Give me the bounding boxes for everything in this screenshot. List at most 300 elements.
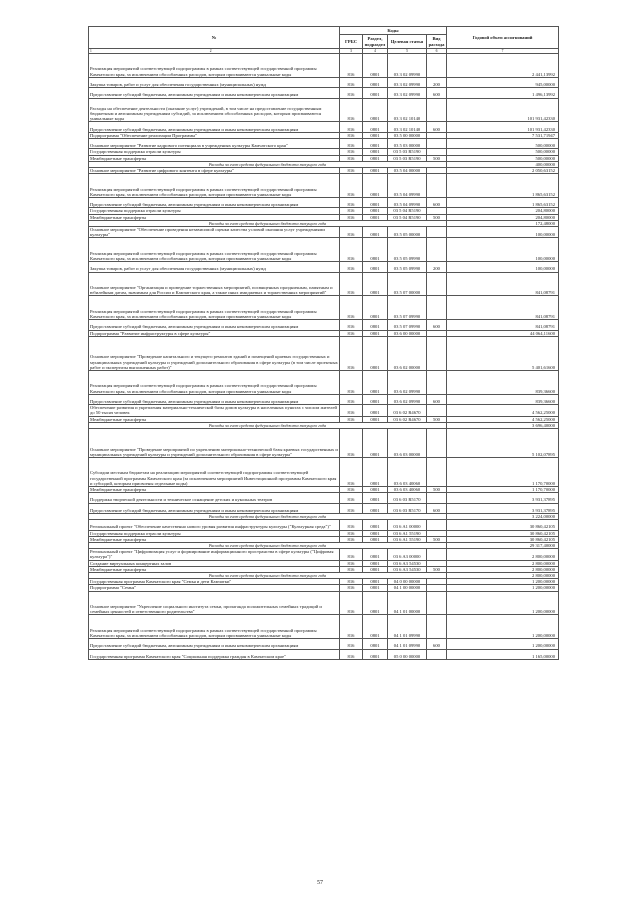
row-expense-type: 600: [427, 88, 447, 98]
row-amount: 204,80000: [447, 208, 559, 214]
row-target-article: 03 6 A3 54530: [388, 566, 427, 572]
row-target-article: 03 5 03 R5190: [388, 155, 427, 161]
table-row: [89, 238, 559, 262]
table-row: [89, 226, 559, 237]
table-row: [89, 649, 559, 659]
row-description: Основное мероприятие "Организация и проведение торжественных мероприятий, посвященных праздничным, памятным и юбилейным датам, значимым для России и Камчатского края, а также иных имиджевых и торжественных мероприятий": [89, 272, 340, 296]
row-target-article: 03 5 05 09990: [388, 262, 427, 272]
row-razdel: 0801: [363, 296, 388, 320]
row-description: Реализация мероприятий соответствующей подпрограммы в рамках соответствующей государственной программы Камчатского края, за исключением обособленных расходов, которым присваиваются уникальные коды: [89, 370, 340, 394]
table-row: [89, 394, 559, 404]
row-amount: 841,08791: [447, 272, 559, 296]
row-razdel: 0801: [363, 536, 388, 542]
table-row: [89, 272, 559, 296]
row-razdel: 0801: [363, 428, 388, 457]
row-amount: 839,36600: [447, 394, 559, 404]
row-razdel: 0801: [363, 214, 388, 220]
row-razdel: 0801: [363, 615, 388, 639]
row-description: Подпрограмма "Развитие инфраструктуры в сфере культуры": [89, 330, 340, 336]
row-razdel: 0801: [363, 155, 388, 161]
row-target-article: 04 1 01 09990: [388, 639, 427, 649]
row-target-article: 04 1 01 09990: [388, 615, 427, 639]
row-razdel: 0801: [363, 88, 388, 98]
row-amount: 100,00000: [447, 226, 559, 237]
budget-document: [88, 26, 558, 660]
row-description: Предоставление субсидий бюджетным, автономным учреждениям и иным некоммерческим организациям: [89, 639, 340, 649]
row-grbs: 816: [340, 330, 363, 336]
row-target-article: 03 6 02 00000: [388, 336, 427, 370]
row-grbs: 816: [340, 428, 363, 457]
funding-note-sum: 172,48000: [447, 220, 559, 226]
table-row: [89, 336, 559, 370]
row-razdel: 0801: [363, 579, 388, 585]
row-description: Основное мероприятие "Проведение капитального и текущего ремонтов зданий и помещений краевых государственных и муниципальных учреждений культуры и учреждений дополнительного образования в сфере культуры (в том числе проектных работ и экспертизы выполненных работ)": [89, 336, 340, 370]
table-row: [89, 639, 559, 649]
row-amount: 30 860,42105: [447, 530, 559, 536]
row-expense-type: 600: [427, 320, 447, 330]
row-target-article: 03 5 03 R5190: [388, 149, 427, 155]
row-expense-type: 600: [427, 394, 447, 404]
row-razdel: 0801: [363, 549, 388, 560]
row-razdel: 0801: [363, 560, 388, 566]
row-grbs: 816: [340, 536, 363, 542]
row-razdel: 0801: [363, 394, 388, 404]
row-target-article: 03 6 02 R4670: [388, 405, 427, 416]
header-vid: Вид расхода: [427, 35, 447, 49]
row-amount: 500,00000: [447, 155, 559, 161]
row-grbs: 816: [340, 549, 363, 560]
column-index-cell: 3: [340, 49, 363, 54]
row-expense-type: [427, 549, 447, 560]
row-grbs: 816: [340, 394, 363, 404]
row-expense-type: 200: [427, 77, 447, 87]
row-grbs: 816: [340, 98, 363, 122]
row-grbs: 816: [340, 138, 363, 148]
table-row: [89, 138, 559, 148]
row-razdel: 0801: [363, 416, 388, 422]
row-amount: 1 170,70000: [447, 486, 559, 492]
row-description: Государственная программа Камчатского края "Семья и дети Камчатки": [89, 579, 340, 585]
row-target-article: 04 1 00 00000: [388, 585, 427, 591]
row-grbs: 816: [340, 503, 363, 513]
row-description: Основное мероприятие "Обеспечение проведения независимой оценки качества условий оказания услуг учреждениями культуры": [89, 226, 340, 237]
row-expense-type: [427, 226, 447, 237]
row-grbs: 816: [340, 405, 363, 416]
table-row: [89, 549, 559, 560]
row-expense-type: 500: [427, 416, 447, 422]
row-razdel: 0801: [363, 493, 388, 503]
row-amount: 101 931,42330: [447, 122, 559, 132]
row-grbs: 816: [340, 615, 363, 639]
table-body: [89, 54, 559, 660]
row-description: Предоставление субсидий бюджетным, автономным учреждениям и иным некоммерческим организациям: [89, 88, 340, 98]
row-description: Субсидии местным бюджетам на реализацию мероприятий соответствующей подпрограммы соответствующей государственной программы Камчатского края (за исключением мероприятий Инвестиционной программы Камчатского края и субсидий, которым присвоены отдельные коды): [89, 457, 340, 486]
row-amount: 100,00000: [447, 238, 559, 262]
funding-note-sum: 29 317,40000: [447, 542, 559, 548]
row-grbs: 816: [340, 591, 363, 615]
row-razdel: 0801: [363, 226, 388, 237]
row-razdel: 0801: [363, 566, 388, 572]
row-razdel: 0801: [363, 585, 388, 591]
row-razdel: 0801: [363, 197, 388, 207]
row-grbs: 816: [340, 486, 363, 492]
row-grbs: 816: [340, 272, 363, 296]
funding-note-sum: 2 800,00000: [447, 572, 559, 578]
budget-table: [88, 26, 559, 660]
row-amount: 1 865,63152: [447, 197, 559, 207]
row-target-article: 03 6 03 00000: [388, 428, 427, 457]
row-target-article: 03 5 04 R5190: [388, 214, 427, 220]
row-description: Обеспечение развития и укрепления материально-технической базы домов культуры в населенных пунктах с числом жителей до 50 тысяч человек: [89, 405, 340, 416]
row-grbs: 816: [340, 226, 363, 237]
row-description: Реализация мероприятий соответствующей подпрограммы в рамках соответствующей государственной программы Камчатского края, за исключением обособленных расходов, которым присваиваются уникальные коды: [89, 296, 340, 320]
row-grbs: 816: [340, 370, 363, 394]
table-row: [89, 457, 559, 486]
row-description: Предоставление субсидий бюджетным, автономным учреждениям и иным некоммерческим организациям: [89, 197, 340, 207]
row-expense-type: [427, 174, 447, 198]
row-target-article: 04 0 00 00000: [388, 579, 427, 585]
row-razdel: 0801: [363, 520, 388, 530]
row-description: Подпрограмма "Обеспечение реализации Программы": [89, 132, 340, 138]
row-razdel: 0801: [363, 370, 388, 394]
row-grbs: 816: [340, 149, 363, 155]
column-index-cell: 6: [427, 49, 447, 54]
row-expense-type: [427, 98, 447, 122]
row-target-article: 03 6 A1 00000: [388, 520, 427, 530]
row-target-article: 03 5 03 00000: [388, 138, 427, 148]
row-amount: 2 441,13992: [447, 54, 559, 78]
funding-note-sum: 3 224,00000: [447, 513, 559, 519]
row-amount: 100,00000: [447, 262, 559, 272]
header-annual-total: Годовой объем ассигнований: [447, 27, 559, 49]
row-amount: 500,00000: [447, 149, 559, 155]
row-target-article: 03 3 02 09990: [388, 77, 427, 87]
funding-note-text: Расходы за счет средств федерального бюджета текущего года: [89, 542, 447, 548]
row-target-article: 03 5 07 09990: [388, 296, 427, 320]
row-amount: 30 860,42105: [447, 536, 559, 542]
table-row: [89, 615, 559, 639]
row-razdel: 0801: [363, 138, 388, 148]
row-description: Реализация мероприятий соответствующей подпрограммы в рамках соответствующей государственной программы Камчатского края, за исключением обособленных расходов, которым присваиваются уникальные коды: [89, 615, 340, 639]
row-description: Закупка товаров, работ и услуг для обеспечения государственных (муниципальных) нужд: [89, 77, 340, 87]
row-expense-type: [427, 272, 447, 296]
row-amount: 5 102,07895: [447, 428, 559, 457]
row-target-article: 03 6 A1 55190: [388, 536, 427, 542]
row-description: Межбюджетные трансферты: [89, 566, 340, 572]
row-expense-type: [427, 54, 447, 78]
row-razdel: 0801: [363, 405, 388, 416]
row-description: Предоставление субсидий бюджетным, автономным учреждениям и иным некоммерческим организациям: [89, 394, 340, 404]
row-grbs: 816: [340, 54, 363, 78]
row-grbs: 816: [340, 167, 363, 173]
row-description: Межбюджетные трансферты: [89, 155, 340, 161]
row-expense-type: 500: [427, 566, 447, 572]
row-razdel: 0801: [363, 262, 388, 272]
row-razdel: 0801: [363, 639, 388, 649]
row-amount: 839,36600: [447, 370, 559, 394]
column-index-cell: 7: [447, 49, 559, 54]
row-amount: 841,08791: [447, 296, 559, 320]
header-target: Целевая статья: [388, 35, 427, 49]
row-target-article: 03 5 00 00000: [388, 132, 427, 138]
row-amount: 2 050,63152: [447, 167, 559, 173]
row-expense-type: 500: [427, 155, 447, 161]
row-target-article: 03 6 02 09990: [388, 370, 427, 394]
row-amount: 1 170,70000: [447, 457, 559, 486]
row-grbs: 816: [340, 649, 363, 659]
row-grbs: 816: [340, 585, 363, 591]
row-amount: 4 562,25000: [447, 416, 559, 422]
table-row: [89, 88, 559, 98]
row-target-article: 03 5 05 00000: [388, 226, 427, 237]
row-razdel: 0801: [363, 649, 388, 659]
funding-note-text: Расходы за счет средств федерального бюджета текущего года: [89, 161, 447, 167]
row-target-article: 03 6 03 40060: [388, 457, 427, 486]
table-row: [89, 493, 559, 503]
row-razdel: 0801: [363, 122, 388, 132]
row-description: Реализация мероприятий соответствующей подпрограммы в рамках соответствующей государственной программы Камчатского края, за исключением обособленных расходов, которым присваиваются уникальные коды: [89, 174, 340, 198]
row-target-article: 03 6 A1 55190: [388, 530, 427, 536]
row-expense-type: [427, 138, 447, 148]
row-expense-type: [427, 296, 447, 320]
row-amount: 44 064,11600: [447, 330, 559, 336]
column-index-cell: 1: [90, 49, 92, 53]
table-row: [89, 296, 559, 320]
table-row: [89, 54, 559, 78]
row-grbs: 816: [340, 639, 363, 649]
row-grbs: 816: [340, 122, 363, 132]
table-row: [89, 77, 559, 87]
row-amount: 1 496,13992: [447, 88, 559, 98]
row-expense-type: [427, 336, 447, 370]
row-expense-type: [427, 649, 447, 659]
row-amount: 7 531,71947: [447, 132, 559, 138]
row-target-article: 03 5 04 R5190: [388, 208, 427, 214]
table-row: [89, 428, 559, 457]
row-grbs: 816: [340, 208, 363, 214]
header-codes: Коды: [340, 27, 447, 35]
funding-note-text: Расходы за счет средств федерального бюджета текущего года: [89, 513, 447, 519]
row-razdel: 0801: [363, 167, 388, 173]
row-razdel: 0801: [363, 330, 388, 336]
row-expense-type: [427, 405, 447, 416]
row-description: Региональный проект "Цифровизация услуг и формирование информационного пространства в сфере культуры ("Цифровая культура")": [89, 549, 340, 560]
row-target-article: 04 1 01 00000: [388, 591, 427, 615]
row-target-article: 03 3 02 10140: [388, 122, 427, 132]
table-row: [89, 98, 559, 122]
row-expense-type: 600: [427, 503, 447, 513]
row-amount: 945,00000: [447, 77, 559, 87]
row-target-article: 03 6 03 R5170: [388, 503, 427, 513]
row-expense-type: [427, 238, 447, 262]
row-razdel: 0801: [363, 77, 388, 87]
row-description: Предоставление субсидий бюджетным, автономным учреждениям и иным некоммерческим организациям: [89, 503, 340, 513]
row-razdel: 0801: [363, 336, 388, 370]
row-expense-type: [427, 591, 447, 615]
funding-note-sum: 3 696,40000: [447, 422, 559, 428]
row-amount: 2 800,00000: [447, 566, 559, 572]
row-amount: 1 200,00000: [447, 585, 559, 591]
row-grbs: 816: [340, 88, 363, 98]
row-grbs: 816: [340, 296, 363, 320]
table-row: [89, 174, 559, 198]
column-index-cell: 4: [363, 49, 388, 54]
funding-note-text: Расходы за счет средств федерального бюджета текущего года: [89, 572, 447, 578]
row-razdel: 0801: [363, 98, 388, 122]
row-description: Основное мероприятие "Укрепление социального института семьи, пропаганда положительных семейных традиций и семейных ценностей и ответственного родительства": [89, 591, 340, 615]
table-row: [89, 520, 559, 530]
table-row: [89, 405, 559, 416]
row-expense-type: [427, 615, 447, 639]
row-target-article: 03 5 04 09990: [388, 197, 427, 207]
row-expense-type: 600: [427, 639, 447, 649]
table-row: [89, 122, 559, 132]
table-row: [89, 503, 559, 513]
row-expense-type: [427, 428, 447, 457]
row-target-article: 03 6 03 R5170: [388, 493, 427, 503]
row-expense-type: 500: [427, 486, 447, 492]
column-index-cell: 2: [209, 49, 212, 53]
row-description: Межбюджетные трансферты: [89, 214, 340, 220]
row-expense-type: [427, 520, 447, 530]
row-description: Подпрограмма "Семья": [89, 585, 340, 591]
row-expense-type: 600: [427, 197, 447, 207]
row-amount: 3 931,37895: [447, 493, 559, 503]
row-amount: 4 562,25000: [447, 405, 559, 416]
row-target-article: 03 6 03 40060: [388, 486, 427, 492]
row-description: Расходы на обеспечение деятельности (оказание услуг) учреждений, в том числе на предоставление государственным бюджетным и автономным учреждениям субсидий, за исключением обособленных расходов, которым присваиваются уникальные коды: [89, 98, 340, 122]
row-grbs: 816: [340, 520, 363, 530]
row-amount: 204,80000: [447, 214, 559, 220]
row-description: Межбюджетные трансферты: [89, 416, 340, 422]
row-description: Реализация мероприятий соответствующей подпрограммы в рамках соответствующей государственной программы Камчатского края, за исключением обособленных расходов, которым присваиваются уникальные коды: [89, 54, 340, 78]
row-description: Государственная программа Камчатского края "Социальная поддержка граждан в Камчатском крае": [89, 649, 340, 659]
row-razdel: 0801: [363, 530, 388, 536]
row-description: Предоставление субсидий бюджетным, автономным учреждениям и иным некоммерческим организациям: [89, 320, 340, 330]
row-expense-type: 500: [427, 214, 447, 220]
row-razdel: 0801: [363, 174, 388, 198]
row-grbs: 816: [340, 530, 363, 536]
row-expense-type: [427, 457, 447, 486]
table-row: [89, 591, 559, 615]
row-target-article: 03 3 02 09990: [388, 88, 427, 98]
row-grbs: 816: [340, 320, 363, 330]
row-description: Региональный проект "Обеспечение качественно нового уровня развития инфраструктуры культуры ("Культурная среда")": [89, 520, 340, 530]
row-grbs: 816: [340, 493, 363, 503]
row-razdel: 0801: [363, 320, 388, 330]
column-index-cell: 5: [388, 49, 427, 54]
row-grbs: 816: [340, 560, 363, 566]
row-target-article: 03 5 04 00000: [388, 167, 427, 173]
row-razdel: 0801: [363, 272, 388, 296]
row-expense-type: 200: [427, 262, 447, 272]
row-expense-type: 500: [427, 536, 447, 542]
row-amount: 1 165,00000: [447, 649, 559, 659]
row-amount: 1 200,00000: [447, 615, 559, 639]
row-razdel: 0801: [363, 208, 388, 214]
row-grbs: 816: [340, 132, 363, 138]
header-razdel: Раздел, подраздел: [363, 35, 388, 49]
row-target-article: 03 6 02 09990: [388, 394, 427, 404]
row-description: Межбюджетные трансферты: [89, 486, 340, 492]
row-razdel: 0801: [363, 457, 388, 486]
row-target-article: 03 6 A3 00000: [388, 549, 427, 560]
row-razdel: 0801: [363, 54, 388, 78]
row-target-article: 03 3 02 09990: [388, 54, 427, 78]
table-row: [89, 320, 559, 330]
row-target-article: 03 5 07 09990: [388, 320, 427, 330]
row-amount: 1 200,00000: [447, 639, 559, 649]
table-row: [89, 262, 559, 272]
row-grbs: 816: [340, 214, 363, 220]
row-grbs: 816: [340, 262, 363, 272]
row-grbs: 816: [340, 457, 363, 486]
row-target-article: 03 6 00 00000: [388, 330, 427, 336]
row-expense-type: [427, 493, 447, 503]
row-razdel: 0801: [363, 503, 388, 513]
row-grbs: 816: [340, 77, 363, 87]
row-grbs: 816: [340, 566, 363, 572]
row-grbs: 816: [340, 174, 363, 198]
row-grbs: 816: [340, 336, 363, 370]
row-amount: 1 865,63152: [447, 174, 559, 198]
row-grbs: 816: [340, 155, 363, 161]
row-amount: 841,08791: [447, 320, 559, 330]
row-expense-type: 600: [427, 122, 447, 132]
row-razdel: 0801: [363, 486, 388, 492]
row-grbs: 816: [340, 416, 363, 422]
row-target-article: 03 3 02 10140: [388, 98, 427, 122]
row-target-article: 03 5 04 09990: [388, 174, 427, 198]
row-description: Создание виртуальных концертных залов: [89, 560, 340, 566]
row-amount: 101 931,42330: [447, 98, 559, 122]
row-razdel: 0801: [363, 132, 388, 138]
row-description: Государственная поддержка отрасли культуры: [89, 208, 340, 214]
row-razdel: 0801: [363, 149, 388, 155]
header-number: №: [89, 27, 340, 49]
row-description: Реализация мероприятий соответствующей подпрограммы в рамках соответствующей государственной программы Камчатского края, за исключением обособленных расходов, которым присваиваются уникальные коды: [89, 238, 340, 262]
row-amount: 30 860,42105: [447, 520, 559, 530]
table-row: [89, 370, 559, 394]
funding-note-sum: 400,00000: [447, 161, 559, 167]
row-razdel: 0801: [363, 591, 388, 615]
funding-note-text: Расходы за счет средств федерального бюджета текущего года: [89, 220, 447, 226]
row-target-article: 03 6 A3 54530: [388, 560, 427, 566]
row-description: Основное мероприятие "Развитие цифрового контента в сфере культуры": [89, 167, 340, 173]
row-description: Закупка товаров, работ и услуг для обеспечения государственных (муниципальных) нужд: [89, 262, 340, 272]
row-description: Государственная поддержка отрасли культуры: [89, 149, 340, 155]
row-description: Предоставление субсидий бюджетным, автономным учреждениям и иным некоммерческим организациям: [89, 122, 340, 132]
row-grbs: 816: [340, 197, 363, 207]
page-number: 57: [317, 880, 323, 886]
row-amount: 1 200,00000: [447, 591, 559, 615]
row-amount: 3 931,37895: [447, 503, 559, 513]
table-row: [89, 197, 559, 207]
row-description: Основное мероприятие "Проведение мероприятий по укреплению материально-технической базы краевых государственных и муниципальных учреждений культуры и учреждений дополнительного образования в сфере культуры": [89, 428, 340, 457]
row-amount: 2 800,00000: [447, 560, 559, 566]
row-target-article: 05 0 00 00000: [388, 649, 427, 659]
row-amount: 1 200,00000: [447, 579, 559, 585]
row-expense-type: [427, 370, 447, 394]
row-description: Государственная поддержка отрасли культуры: [89, 530, 340, 536]
row-target-article: 03 6 02 R4670: [388, 416, 427, 422]
row-razdel: 0801: [363, 238, 388, 262]
row-amount: 2 800,00000: [447, 549, 559, 560]
row-target-article: 03 5 05 09990: [388, 238, 427, 262]
row-description: Поддержка творческой деятельности и техническое оснащение детских и кукольных театров: [89, 493, 340, 503]
row-description: Межбюджетные трансферты: [89, 536, 340, 542]
row-grbs: 816: [340, 579, 363, 585]
